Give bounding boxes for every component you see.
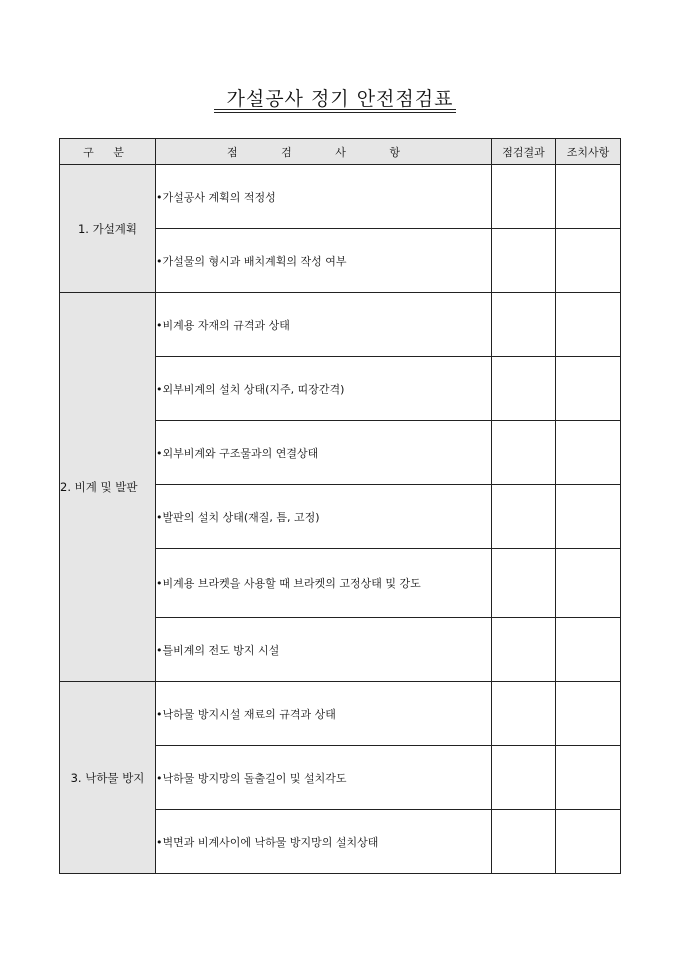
result-cell[interactable]: [492, 421, 556, 485]
action-cell[interactable]: [556, 746, 621, 810]
action-cell[interactable]: [556, 293, 621, 357]
section-label-scaffold-platform: 2. 비계 및 발판: [60, 293, 156, 682]
page-title: 가설공사 정기 안전점검표: [226, 88, 454, 110]
title-underline-bottom: [214, 112, 456, 113]
result-cell[interactable]: [492, 810, 556, 874]
header-inspection-result: 점검결과: [492, 139, 556, 165]
result-cell[interactable]: [492, 293, 556, 357]
action-cell[interactable]: [556, 682, 621, 746]
header-category: 구 분: [60, 139, 156, 165]
section-label-falling-object-prevention: 3. 낙하물 방지: [60, 682, 156, 874]
inspection-item: •비계용 자재의 규격과 상태: [156, 293, 492, 357]
action-cell[interactable]: [556, 485, 621, 549]
inspection-item: •비계용 브라켓을 사용할 때 브라켓의 고정상태 및 강도: [156, 549, 492, 618]
inspection-item: •틀비계의 전도 방지 시설: [156, 618, 492, 682]
title-underline-top: [214, 109, 456, 110]
action-cell[interactable]: [556, 229, 621, 293]
inspection-item: •외부비계의 설치 상태(지주, 띠장간격): [156, 357, 492, 421]
result-cell[interactable]: [492, 682, 556, 746]
inspection-item: •발판의 설치 상태(재질, 틈, 고정): [156, 485, 492, 549]
result-cell[interactable]: [492, 229, 556, 293]
result-cell[interactable]: [492, 618, 556, 682]
action-cell[interactable]: [556, 357, 621, 421]
inspection-item: •가설물의 형시과 배치계획의 작성 여부: [156, 229, 492, 293]
result-cell[interactable]: [492, 549, 556, 618]
result-cell[interactable]: [492, 485, 556, 549]
inspection-item: •낙하물 방지시설 재료의 규격과 상태: [156, 682, 492, 746]
action-cell[interactable]: [556, 810, 621, 874]
table-row: [60, 165, 621, 229]
table-row: [60, 293, 621, 357]
section-label-temporary-plan: 1. 가설계획: [60, 165, 156, 293]
inspection-item: •외부비계와 구조물과의 연결상태: [156, 421, 492, 485]
result-cell[interactable]: [492, 746, 556, 810]
action-cell[interactable]: [556, 618, 621, 682]
result-cell[interactable]: [492, 357, 556, 421]
header-inspection-items: 점 검 사 항: [156, 139, 492, 165]
inspection-checklist-table: [59, 138, 621, 874]
header-action-taken: 조치사항: [556, 139, 621, 165]
table-row: [60, 682, 621, 746]
action-cell[interactable]: [556, 421, 621, 485]
action-cell[interactable]: [556, 549, 621, 618]
inspection-item: •낙하물 방지망의 돌출길이 및 설치각도: [156, 746, 492, 810]
action-cell[interactable]: [556, 165, 621, 229]
inspection-item: •벽면과 비계사이에 낙하물 방지망의 설치상태: [156, 810, 492, 874]
inspection-item: •가설공사 계획의 적정성: [156, 165, 492, 229]
result-cell[interactable]: [492, 165, 556, 229]
table-header-row: [60, 139, 621, 165]
